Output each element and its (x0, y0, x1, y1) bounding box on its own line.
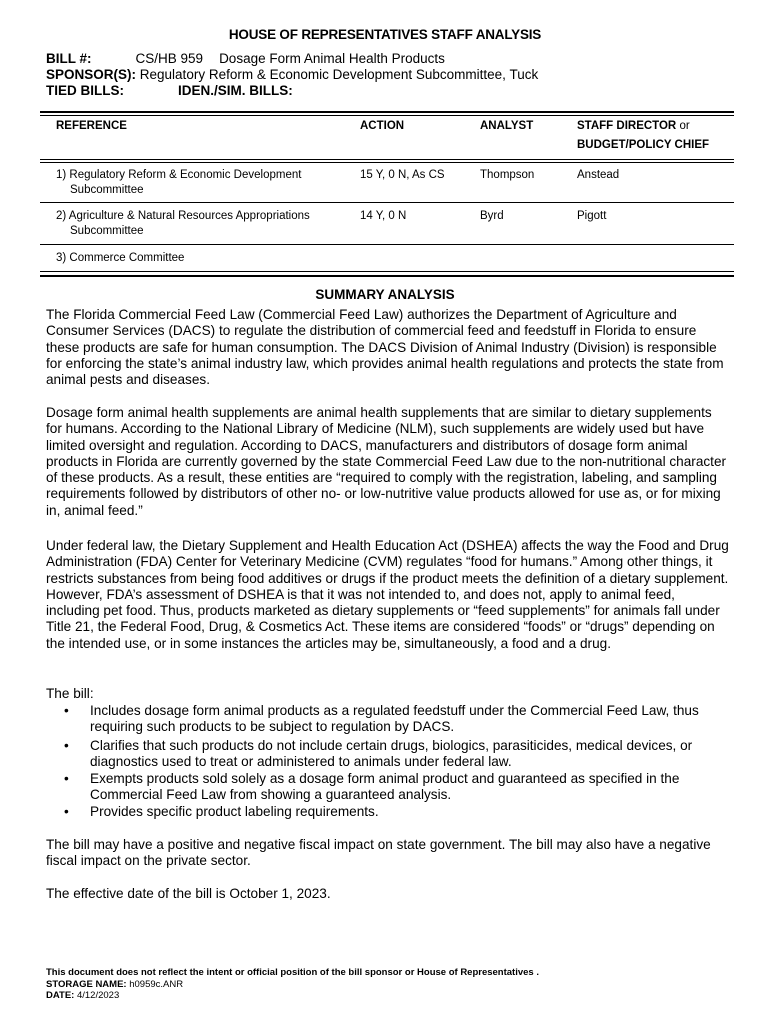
paragraph-dosage-form: Dosage form animal health supplements are animal health supplements that are similar to dietary supplements for humans. According to the National Library of Medicine (NLM), such supplements are widely used but have limited oversight and regulation. According to DACS, manufacturers and distributors of dosage form animal products in Florida are currently governed by the state Commercial Feed Law due to the non-nutritional character of these products. As a result, these entities are “required to comply with the registration, labeling, and sampling requirements followed by distributors of other no- or low-nutritive value products allowed for use as, or for mixing in, animal feed.” (46, 405, 727, 518)
tied-bills-label: TIED BILLS: (46, 83, 124, 98)
bullet-item: Includes dosage form animal products as a regulated feedstuff under the Commercial Feed Law, thus requiring such products to be subject to regulation by DACS. (90, 703, 699, 735)
row-director: Pigott (577, 210, 607, 222)
row-reference: 1) Regulatory Reform & Economic Development (56, 169, 302, 181)
col-header-director-title: STAFF DIRECTOR (577, 120, 677, 132)
divider (40, 202, 734, 203)
storage-label: STORAGE NAME (46, 979, 124, 990)
table-row (56, 209, 336, 239)
iden-sim-label: IDEN./SIM. BILLS: (178, 83, 293, 98)
bill-line (46, 51, 445, 67)
row-reference-cont: Subcommittee (70, 225, 144, 237)
bullet-item: Clarifies that such products do not include certain drugs, biologics, parasiticides, medical devices, or diagnostics used to treat or administered to animals under federal law. (90, 738, 693, 770)
bullet-icon: • (64, 703, 69, 718)
col-header-action: ACTION (360, 120, 405, 132)
summary-heading: SUMMARY ANALYSIS (315, 287, 455, 302)
document-title: HOUSE OF REPRESENTATIVES STAFF ANALYSIS (228, 27, 542, 42)
bill-number: CS/HB 959 (135, 51, 204, 66)
date-value: 4/12/2023 (76, 990, 120, 1001)
divider (40, 115, 734, 116)
row-analyst: Byrd (480, 210, 504, 222)
paragraph-fiscal-impact: The bill may have a positive and negative fiscal impact on state government. The bill may also have a negative fiscal impact on the private sector. (46, 837, 711, 869)
divider (40, 271, 734, 272)
row-action: 14 Y, 0 N (360, 210, 407, 222)
divider (40, 275, 734, 277)
tied-bills-line (46, 83, 293, 99)
bullet-item: Provides specific product labeling requirements. (90, 804, 379, 819)
footer-storage: STORAGE NAME: h0959c.ANR (46, 979, 184, 990)
row-director: Anstead (577, 169, 620, 181)
row-action: 15 Y, 0 N, As CS (360, 169, 445, 181)
bill-intro: The bill: (46, 686, 94, 701)
bullet-icon: • (64, 804, 69, 819)
divider (40, 244, 734, 245)
col-header-reference: REFERENCE (56, 120, 127, 132)
bullet-icon: • (64, 771, 69, 786)
row-reference-cont: Subcommittee (70, 184, 144, 196)
date-label: DATE (46, 990, 72, 1001)
bill-name: Dosage Form Animal Health Products (219, 51, 445, 66)
storage-value: h0959c.ANR (129, 979, 184, 990)
bullet-item: Exempts products sold solely as a dosage form animal product and guaranteed as specified in the Commercial Feed Law from showing a guaranteed analysis. (90, 771, 680, 803)
sponsor-label: SPONSOR(S): (46, 67, 137, 82)
paragraph-commercial-feed-law: The Florida Commercial Feed Law (Commercial Feed Law) authorizes the Department of Agriculture and Consumer Services (DACS) to regulate the distribution of commercial feed and feedstuff in Florida to ensure these products are safe for human consumption. The DACS Division of Animal Industry (Division) is responsible for enforcing the state’s animal industry law, which provides animal health regulations and protects the state from animal pests and diseases. (46, 307, 724, 388)
row-reference: 3) Commerce Committee (56, 252, 185, 264)
row-reference: 2) Agriculture & Natural Resources Appropriations (56, 210, 310, 222)
divider (40, 111, 734, 113)
table-row (56, 168, 336, 198)
col-header-analyst: ANALYST (480, 120, 534, 132)
bullet-icon: • (64, 738, 69, 753)
col-header-budget-chief: BUDGET/POLICY CHIEF (577, 139, 710, 151)
row-analyst: Thompson (480, 169, 535, 181)
paragraph-federal-law: Under federal law, the Dietary Supplement and Health Education Act (DSHEA) affects the way the Food and Drug Administration (FDA) Center for Veterinary Medicine (CVM) regulates “food for humans.” Among other things, it restricts substances from being food additives or drugs if the product meets the definition of a dietary supplement. However, FDA’s assessment of DSHEA is that it was not intended to, and does not, apply to animal feed, including pet food. Thus, products marketed as dietary supplements or “feed supplements” for animals fall under Title 21, the Federal Food, Drug, & Cosmetics Act. These items are considered “foods” or “drugs” depending on the intended use, or in some instances the articles may be, simultaneously, a food and a drug. (46, 538, 729, 651)
table-row (56, 251, 336, 266)
divider (40, 162, 734, 163)
bill-label: BILL #: (46, 51, 92, 66)
sponsor-value: Regulatory Reform & Economic Development Subcommittee, Tuck (139, 67, 539, 82)
footer-date: DATE: 4/12/2023 (46, 990, 120, 1001)
sponsor-line (46, 67, 538, 83)
divider (40, 159, 734, 160)
col-header-director-or: or (679, 120, 690, 132)
col-header-director (577, 119, 737, 134)
paragraph-effective-date: The effective date of the bill is October 1, 2023. (46, 886, 331, 901)
footer-disclaimer: This document does not reflect the intent or official position of the bill sponsor or House of Representatives . (46, 967, 539, 978)
